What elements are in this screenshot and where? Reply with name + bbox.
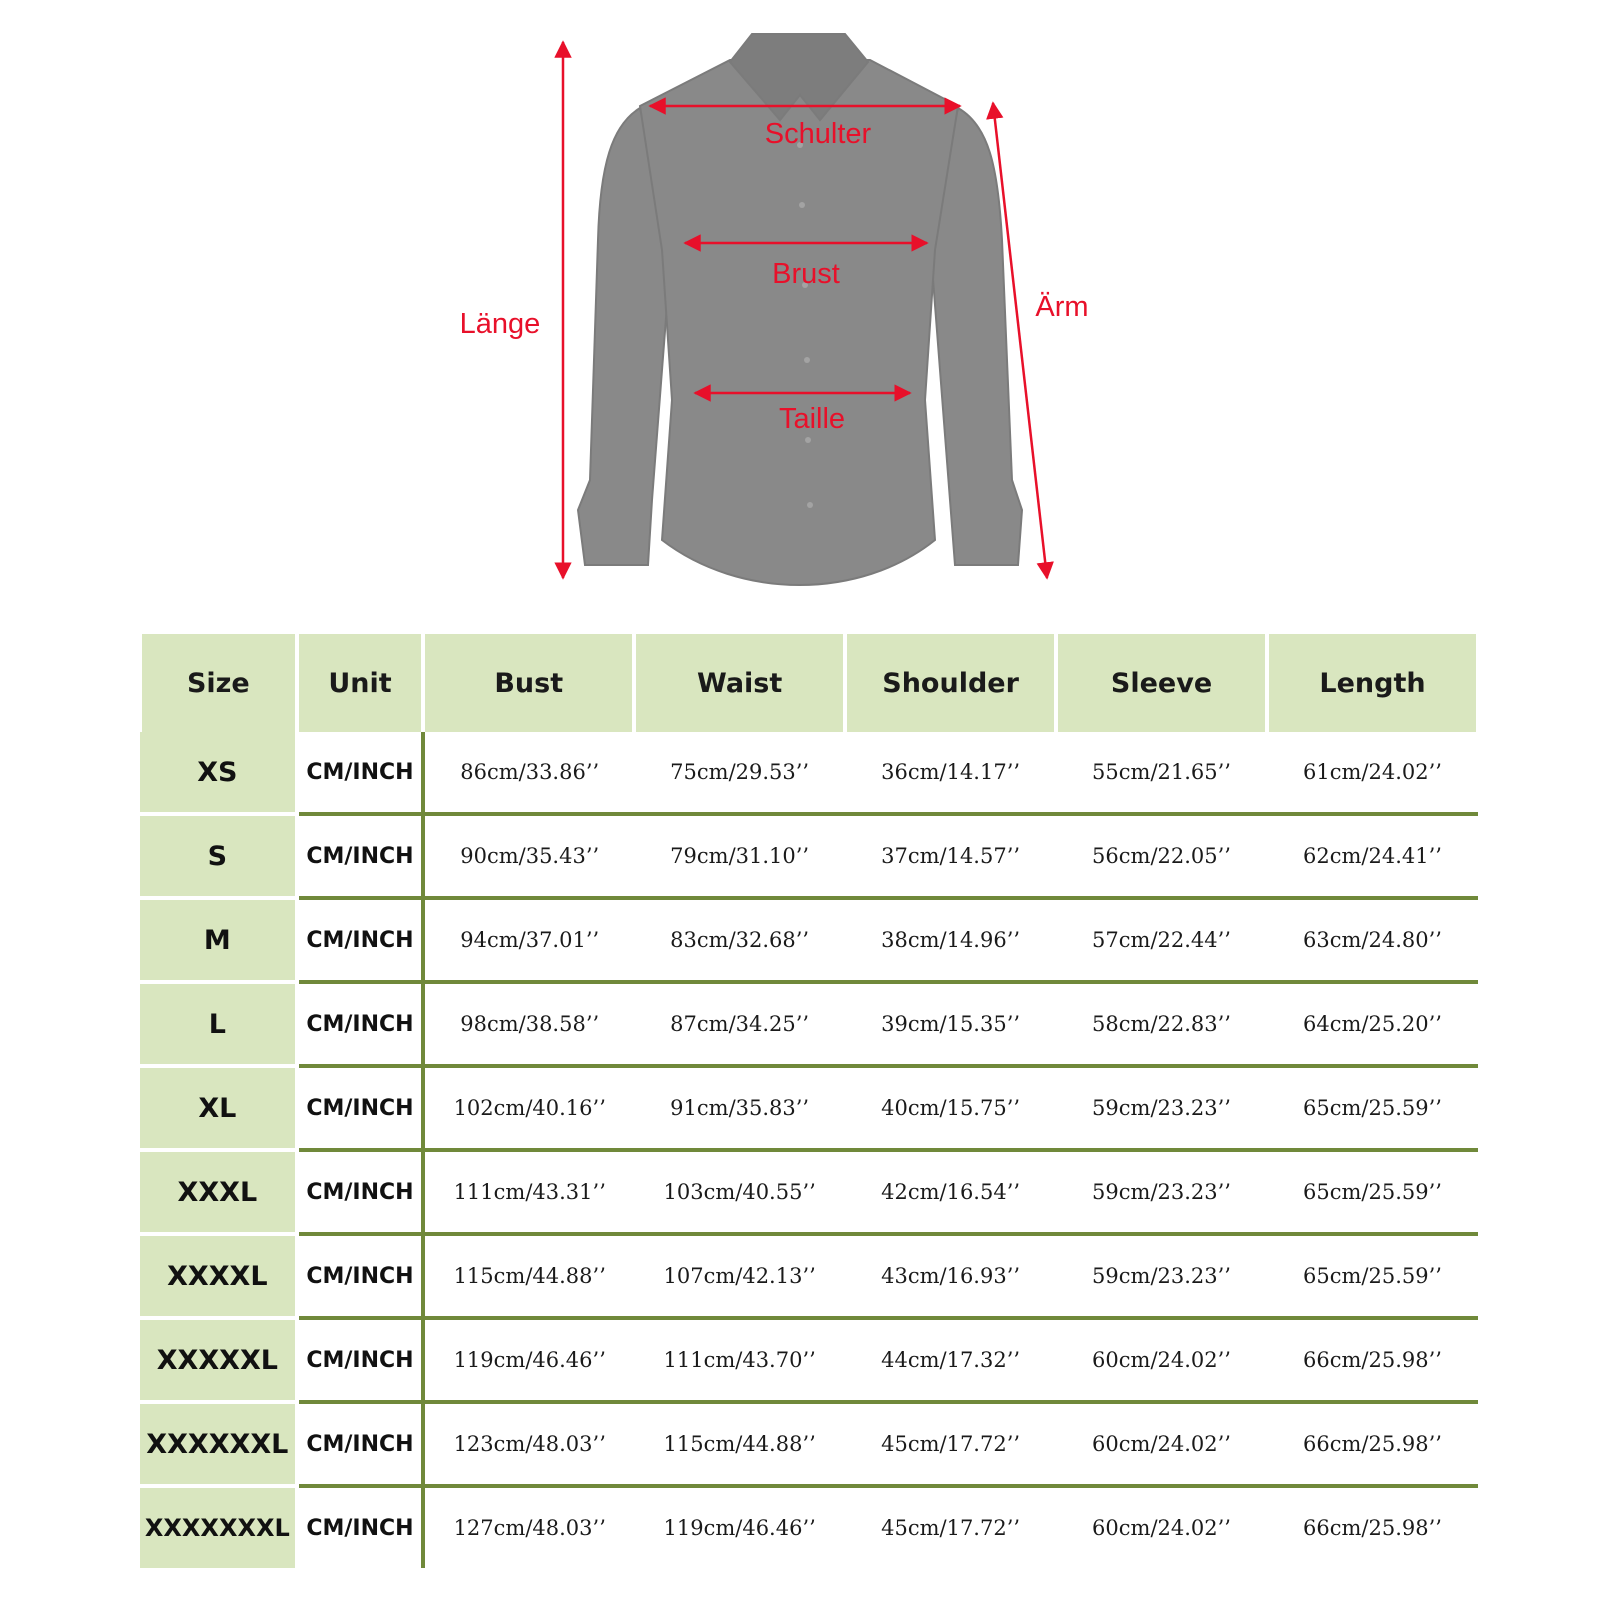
waist-cell: 91cm/35.83’’ bbox=[634, 1066, 845, 1150]
size-cell: S bbox=[140, 814, 297, 898]
table-row bbox=[140, 1486, 1478, 1568]
header-size: Size bbox=[140, 634, 297, 732]
bust-cell: 102cm/40.16’’ bbox=[423, 1066, 634, 1150]
unit-cell: CM/INCH bbox=[297, 1066, 424, 1150]
table-row bbox=[140, 814, 1478, 898]
header-unit: Unit bbox=[297, 634, 424, 732]
shoulder-cell: 45cm/17.72’’ bbox=[845, 1486, 1056, 1568]
size-cell: XXXXXL bbox=[140, 1318, 297, 1402]
size-cell: XS bbox=[140, 732, 297, 814]
sleeve-cell: 60cm/24.02’’ bbox=[1056, 1318, 1267, 1402]
bust-cell: 123cm/48.03’’ bbox=[423, 1402, 634, 1486]
sleeve-label: Ärm bbox=[1035, 291, 1089, 323]
waist-cell: 115cm/44.88’’ bbox=[634, 1402, 845, 1486]
sleeve-cell: 56cm/22.05’’ bbox=[1056, 814, 1267, 898]
sleeve-cell: 57cm/22.44’’ bbox=[1056, 898, 1267, 982]
bust-label: Brust bbox=[772, 258, 840, 290]
header-waist: Waist bbox=[634, 634, 845, 732]
size-cell: XL bbox=[140, 1066, 297, 1150]
unit-cell: CM/INCH bbox=[297, 1486, 424, 1568]
shoulder-cell: 42cm/16.54’’ bbox=[845, 1150, 1056, 1234]
size-cell: XXXL bbox=[140, 1150, 297, 1234]
length-cell: 62cm/24.41’’ bbox=[1267, 814, 1478, 898]
unit-cell: CM/INCH bbox=[297, 1402, 424, 1486]
sleeve-cell: 60cm/24.02’’ bbox=[1056, 1486, 1267, 1568]
shoulder-cell: 43cm/16.93’’ bbox=[845, 1234, 1056, 1318]
size-cell: XXXXXXL bbox=[140, 1402, 297, 1486]
table-header-row bbox=[140, 634, 1478, 732]
waist-cell: 111cm/43.70’’ bbox=[634, 1318, 845, 1402]
unit-cell: CM/INCH bbox=[297, 898, 424, 982]
bust-cell: 111cm/43.31’’ bbox=[423, 1150, 634, 1234]
shoulder-cell: 40cm/15.75’’ bbox=[845, 1066, 1056, 1150]
waist-cell: 107cm/42.13’’ bbox=[634, 1234, 845, 1318]
unit-cell: CM/INCH bbox=[297, 1318, 424, 1402]
sleeve-cell: 58cm/22.83’’ bbox=[1056, 982, 1267, 1066]
bust-cell: 119cm/46.46’’ bbox=[423, 1318, 634, 1402]
bust-cell: 115cm/44.88’’ bbox=[423, 1234, 634, 1318]
length-cell: 65cm/25.59’’ bbox=[1267, 1066, 1478, 1150]
bust-cell: 90cm/35.43’’ bbox=[423, 814, 634, 898]
table-row bbox=[140, 1402, 1478, 1486]
length-cell: 61cm/24.02’’ bbox=[1303, 760, 1442, 784]
size-cell: L bbox=[140, 982, 297, 1066]
sleeve-cell: 59cm/23.23’’ bbox=[1056, 1234, 1267, 1318]
waist-cell: 119cm/46.46’’ bbox=[634, 1486, 845, 1568]
table-row bbox=[140, 1234, 1478, 1318]
header-bust: Bust bbox=[423, 634, 634, 732]
unit-cell: CM/INCH bbox=[297, 982, 424, 1066]
size-chart-table bbox=[138, 634, 1480, 1568]
bust-cell: 98cm/38.58’’ bbox=[423, 982, 634, 1066]
shirt-measurement-diagram bbox=[0, 0, 1600, 600]
bust-cell: 86cm/33.86’’ bbox=[460, 760, 600, 784]
waist-label: Taille bbox=[778, 403, 846, 435]
shoulder-cell: 37cm/14.57’’ bbox=[845, 814, 1056, 898]
waist-cell: 103cm/40.55’’ bbox=[634, 1150, 845, 1234]
size-cell: XXXXXXXL bbox=[140, 1486, 297, 1568]
shoulder-cell: 39cm/15.35’’ bbox=[845, 982, 1056, 1066]
unit-cell: CM/INCH bbox=[297, 1150, 424, 1234]
length-cell: 65cm/25.59’’ bbox=[1267, 1150, 1478, 1234]
header-shoulder: Shoulder bbox=[845, 634, 1056, 732]
bust-cell: 127cm/48.03’’ bbox=[423, 1486, 634, 1568]
table-row bbox=[140, 732, 1478, 814]
size-cell: XXXXL bbox=[140, 1234, 297, 1318]
shoulder-cell: 36cm/14.17’’ bbox=[881, 760, 1021, 784]
unit-cell: CM/INCH bbox=[297, 732, 424, 814]
header-length: Length bbox=[1267, 634, 1478, 732]
shoulder-cell: 38cm/14.96’’ bbox=[845, 898, 1056, 982]
bust-cell: 94cm/37.01’’ bbox=[423, 898, 634, 982]
length-cell: 66cm/25.98’’ bbox=[1267, 1318, 1478, 1402]
length-cell: 66cm/25.98’’ bbox=[1267, 1402, 1478, 1486]
table-row bbox=[140, 1318, 1478, 1402]
waist-cell: 75cm/29.53’’ bbox=[670, 760, 810, 784]
shoulder-cell: 45cm/17.72’’ bbox=[845, 1402, 1056, 1486]
waist-cell: 79cm/31.10’’ bbox=[634, 814, 845, 898]
waist-cell: 87cm/34.25’’ bbox=[634, 982, 845, 1066]
sleeve-cell: 60cm/24.02’’ bbox=[1056, 1402, 1267, 1486]
unit-cell: CM/INCH bbox=[297, 814, 424, 898]
sleeve-cell: 55cm/21.65’’ bbox=[1092, 760, 1231, 784]
table-row bbox=[140, 1150, 1478, 1234]
length-cell: 66cm/25.98’’ bbox=[1267, 1486, 1478, 1568]
sleeve-cell: 59cm/23.23’’ bbox=[1056, 1066, 1267, 1150]
header-sleeve: Sleeve bbox=[1056, 634, 1267, 732]
length-cell: 64cm/25.20’’ bbox=[1267, 982, 1478, 1066]
unit-cell: CM/INCH bbox=[297, 1234, 424, 1318]
shoulder-label: Schulter bbox=[764, 118, 872, 150]
waist-cell: 83cm/32.68’’ bbox=[634, 898, 845, 982]
length-label: Länge bbox=[459, 308, 541, 340]
size-cell: M bbox=[140, 898, 297, 982]
shoulder-cell: 44cm/17.32’’ bbox=[845, 1318, 1056, 1402]
table-row bbox=[140, 982, 1478, 1066]
length-cell: 65cm/25.59’’ bbox=[1267, 1234, 1478, 1318]
table-row bbox=[140, 898, 1478, 982]
length-cell: 63cm/24.80’’ bbox=[1267, 898, 1478, 982]
table-row bbox=[140, 1066, 1478, 1150]
sleeve-cell: 59cm/23.23’’ bbox=[1056, 1150, 1267, 1234]
shirt-illustration bbox=[578, 34, 1022, 585]
